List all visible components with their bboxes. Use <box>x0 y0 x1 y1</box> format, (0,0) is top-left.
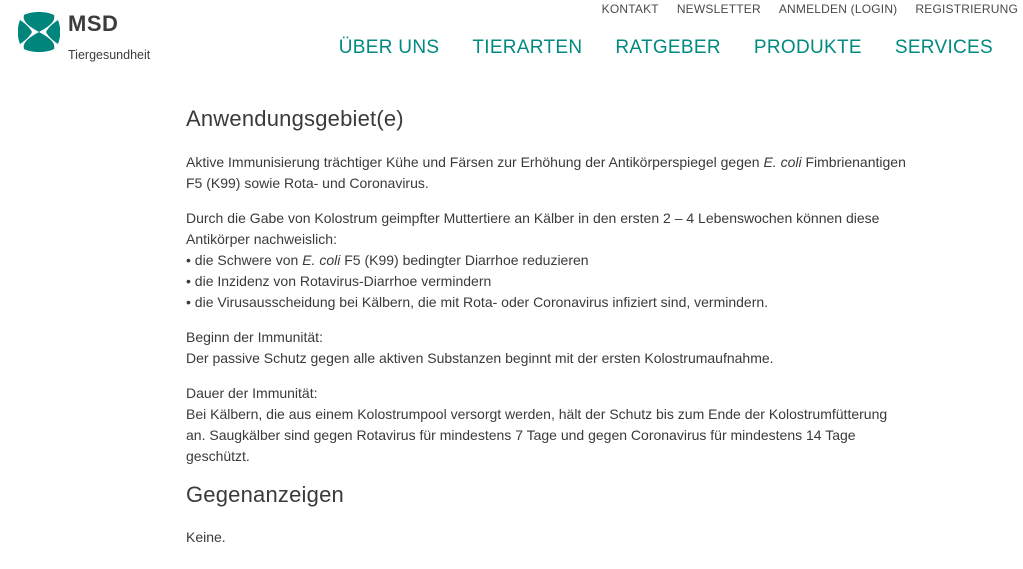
utility-link-newsletter[interactable]: NEWSLETTER <box>676 2 761 16</box>
nav-item-ueber-uns[interactable]: ÜBER UNS <box>338 37 440 58</box>
utility-nav <box>584 2 1018 16</box>
immunity-onset-paragraph <box>186 327 906 369</box>
colostrum-paragraph: Durch die Gabe von Kolostrum geimpfter Muttertiere an Kälber in den ersten 2 – 4 Lebenswochen können diese Antikörper nachweislich: <box>186 210 880 247</box>
nav-item-ratgeber[interactable]: RATGEBER <box>615 37 721 58</box>
immunity-duration-label: Dauer der Immunität: <box>186 385 318 401</box>
contraindications-text: Keine. <box>186 529 226 545</box>
effects-list <box>186 250 906 313</box>
msd-logo-icon <box>18 12 60 52</box>
nav-item-tierarten[interactable]: TIERARTEN <box>472 37 583 58</box>
nav-item-produkte[interactable]: PRODUKTE <box>753 37 862 58</box>
text-segment: die Schwere von <box>194 252 303 268</box>
text-segment: Fimbrienantigen F5 (K99) sowie Rota- und Coronavirus. <box>186 154 906 191</box>
list-item: • die Inzidenz von Rotavirus-Diarrhoe vermindern <box>186 271 906 292</box>
list-item: • die Virusausscheidung bei Kälbern, die mit Rota- oder Coronavirus infiziert sind, vermindern. <box>186 292 906 313</box>
immunity-duration-text: Bei Kälbern, die aus einem Kolostrumpool versorgt werden, hält der Schutz bis zum Ende der Kolostrumfütterung an. Saugkälber sind gegen Rotavirus für mindestens 7 Tage und gegen Coronavirus für mindestens 14 Tage geschützt. <box>186 406 888 464</box>
brand-name: MSD <box>68 11 119 36</box>
italic-term: E. coli <box>302 252 341 268</box>
section-heading-contraindications: Gegenanzeigen <box>186 482 344 507</box>
nav-item-services[interactable]: SERVICES <box>894 37 993 58</box>
main-nav <box>306 37 993 59</box>
brand-logo[interactable] <box>18 12 150 62</box>
utility-link-register[interactable]: REGISTRIERUNG <box>915 2 1018 16</box>
immunity-onset-label: Beginn der Immunität: <box>186 329 323 345</box>
section-heading-indications: Anwendungsgebiet(e) <box>186 106 404 131</box>
list-item <box>186 250 906 271</box>
immunity-duration-paragraph <box>186 383 906 467</box>
immunity-onset-text: Der passive Schutz gegen alle aktiven Substanzen beginnt mit der ersten Kolostrumaufnahme. <box>186 350 774 366</box>
text-segment: Aktive Immunisierung trächtiger Kühe und Färsen zur Erhöhung der Antikörperspiegel gegen <box>186 154 764 170</box>
main-content <box>186 105 906 562</box>
italic-term: E. coli <box>763 154 802 170</box>
utility-link-kontakt[interactable]: KONTAKT <box>601 2 659 16</box>
text-segment: F5 (K99) bedingter Diarrhoe reduzieren <box>340 252 589 268</box>
brand-subtitle: Tiergesundheit <box>68 48 151 62</box>
utility-link-login[interactable]: ANMELDEN (LOGIN) <box>778 2 898 16</box>
indication-paragraph <box>186 152 906 194</box>
